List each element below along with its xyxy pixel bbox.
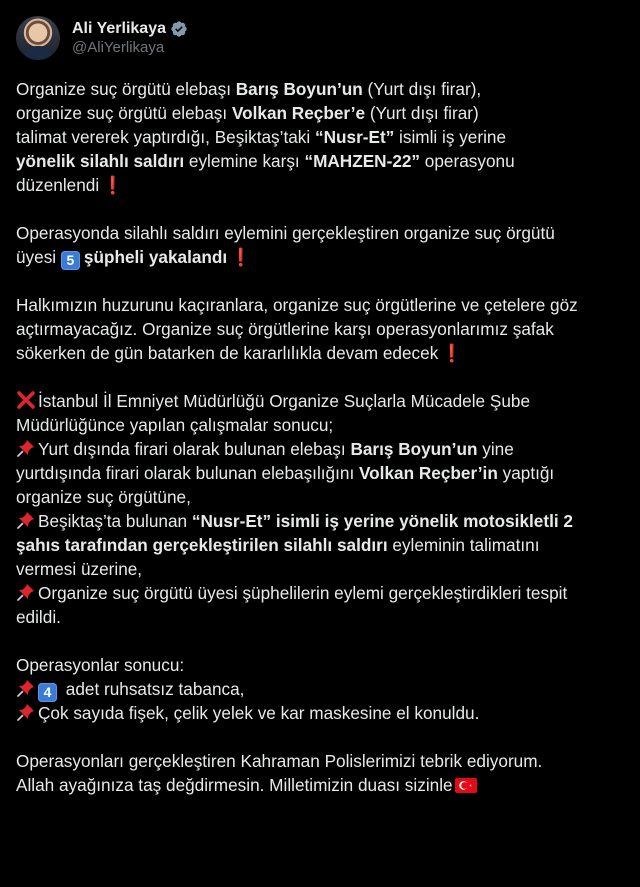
text-line: Halkımızın huzurunu kaçıranlara, organize suç örgütlerine ve çetelere göz — [16, 295, 578, 315]
pushpin-icon — [16, 678, 36, 698]
text-line — [16, 773, 640, 797]
keycap-5-icon: 5 — [61, 251, 80, 270]
text-run: talimat vererek yaptırdığı, Beşiktaş’taki — [16, 127, 315, 147]
avatar[interactable] — [16, 16, 60, 60]
text-line: açtırmayacağız. Organize suç örgütlerine karşı operasyonlarımız şafak — [16, 319, 554, 339]
text-run: eylemine karşı — [184, 151, 305, 171]
bold-run: Volkan Reçber’in — [359, 463, 498, 483]
text-run: eyleminin talimatını — [387, 535, 540, 555]
text-run: yine — [477, 439, 514, 459]
handle[interactable]: @AliYerlikaya — [72, 39, 165, 56]
exclamation-icon: ❗ — [441, 343, 463, 363]
verified-badge-icon — [170, 20, 188, 38]
tweet-text — [16, 77, 640, 797]
text-run: (Yurt dışı firar) — [365, 103, 479, 123]
bold-run: Barış Boyun’un — [235, 79, 363, 99]
text-run: Beşiktaş’ta bulunan — [38, 511, 192, 531]
text-line — [16, 341, 640, 365]
text-run: Organize suç örgütü üyesi şüphelilerin eylemi gerçekleştirdikleri tespit — [38, 583, 568, 603]
text-line — [16, 245, 640, 269]
text-line — [16, 437, 640, 461]
text-line — [16, 701, 640, 725]
tweet-header — [16, 14, 188, 62]
text-line — [16, 461, 640, 485]
text-line: vermesi üzerine, — [16, 559, 143, 579]
text-run: üyesi — [16, 247, 61, 267]
display-name[interactable]: Ali Yerlikaya — [72, 20, 166, 37]
pushpin-icon — [16, 702, 36, 722]
bold-run: “Nusr-Et” isimli iş yerine yönelik motosikletli 2 — [191, 511, 573, 531]
text-line — [16, 173, 640, 197]
text-line: Operasyonda silahlı saldırı eylemini gerçekleştiren organize suç örgütü — [16, 223, 555, 243]
bold-run: “MAHZEN-22” — [304, 151, 421, 171]
text-run: İstanbul İl Emniyet Müdürlüğü Organize Suçlarla Mücadele Şube — [38, 391, 531, 411]
text-line — [16, 101, 640, 125]
name-row — [72, 20, 188, 38]
keycap-4-icon: 4 — [38, 683, 57, 702]
text-line: Müdürlüğünce yapılan çalışmalar sonucu; — [16, 415, 334, 435]
text-line — [16, 581, 640, 605]
text-line — [16, 389, 640, 413]
text-run: (Yurt dışı firar), — [362, 79, 482, 99]
text-line — [16, 509, 640, 533]
pushpin-icon — [16, 582, 36, 602]
author-names — [72, 20, 188, 56]
text-run: adet ruhsatsız tabanca, — [61, 679, 245, 699]
text-line: organize suç örgütüne, — [16, 487, 191, 507]
text-run: düzenlendi — [16, 175, 100, 195]
cross-mark-icon — [16, 390, 36, 410]
text-line — [16, 533, 640, 557]
turkey-flag-icon — [455, 778, 477, 793]
exclamation-icon: ❗ — [230, 247, 252, 267]
text-line: edildi. — [16, 607, 61, 627]
text-run: Çok sayıda fişek, çelik yelek ve kar maskesine el konuldu. — [38, 703, 480, 723]
text-run: isimli iş yerine — [394, 127, 507, 147]
bold-run: şüpheli yakalandı — [83, 247, 228, 267]
text-run: Yurt dışında firari olarak bulunan elebaşı — [38, 439, 351, 459]
text-run: Allah ayağınıza taş değdirmesin. Milletimizin duası sizinle — [16, 775, 453, 795]
bold-run: Volkan Reçber’e — [231, 103, 366, 123]
text-run: yaptığı — [497, 463, 555, 483]
text-run: organize suç örgütü elebaşı — [16, 103, 232, 123]
bold-run: Barış Boyun’un — [350, 439, 478, 459]
pushpin-icon — [16, 438, 36, 458]
pushpin-icon — [16, 510, 36, 530]
text-line — [16, 125, 640, 149]
bold-run: “Nusr-Et” — [315, 127, 395, 147]
text-line — [16, 77, 640, 101]
text-line — [16, 149, 640, 173]
text-line: Operasyonları gerçekleştiren Kahraman Polislerimizi tebrik ediyorum. — [16, 751, 543, 771]
bold-run: yönelik silahlı saldırı — [16, 151, 185, 171]
text-run: sökerken de gün batarken de kararlılıkla devam edecek — [16, 343, 439, 363]
bold-run: şahıs tarafından gerçekleştirilen silahlı saldırı — [16, 535, 388, 555]
exclamation-icon: ❗ — [102, 175, 124, 195]
text-run: yurtdışında firari olarak bulunan elebaşılığını — [16, 463, 359, 483]
text-run: operasyonu — [420, 151, 515, 171]
text-line: Operasyonlar sonucu: — [16, 655, 185, 675]
text-run: Organize suç örgütü elebaşı — [16, 79, 236, 99]
text-line — [16, 677, 640, 701]
